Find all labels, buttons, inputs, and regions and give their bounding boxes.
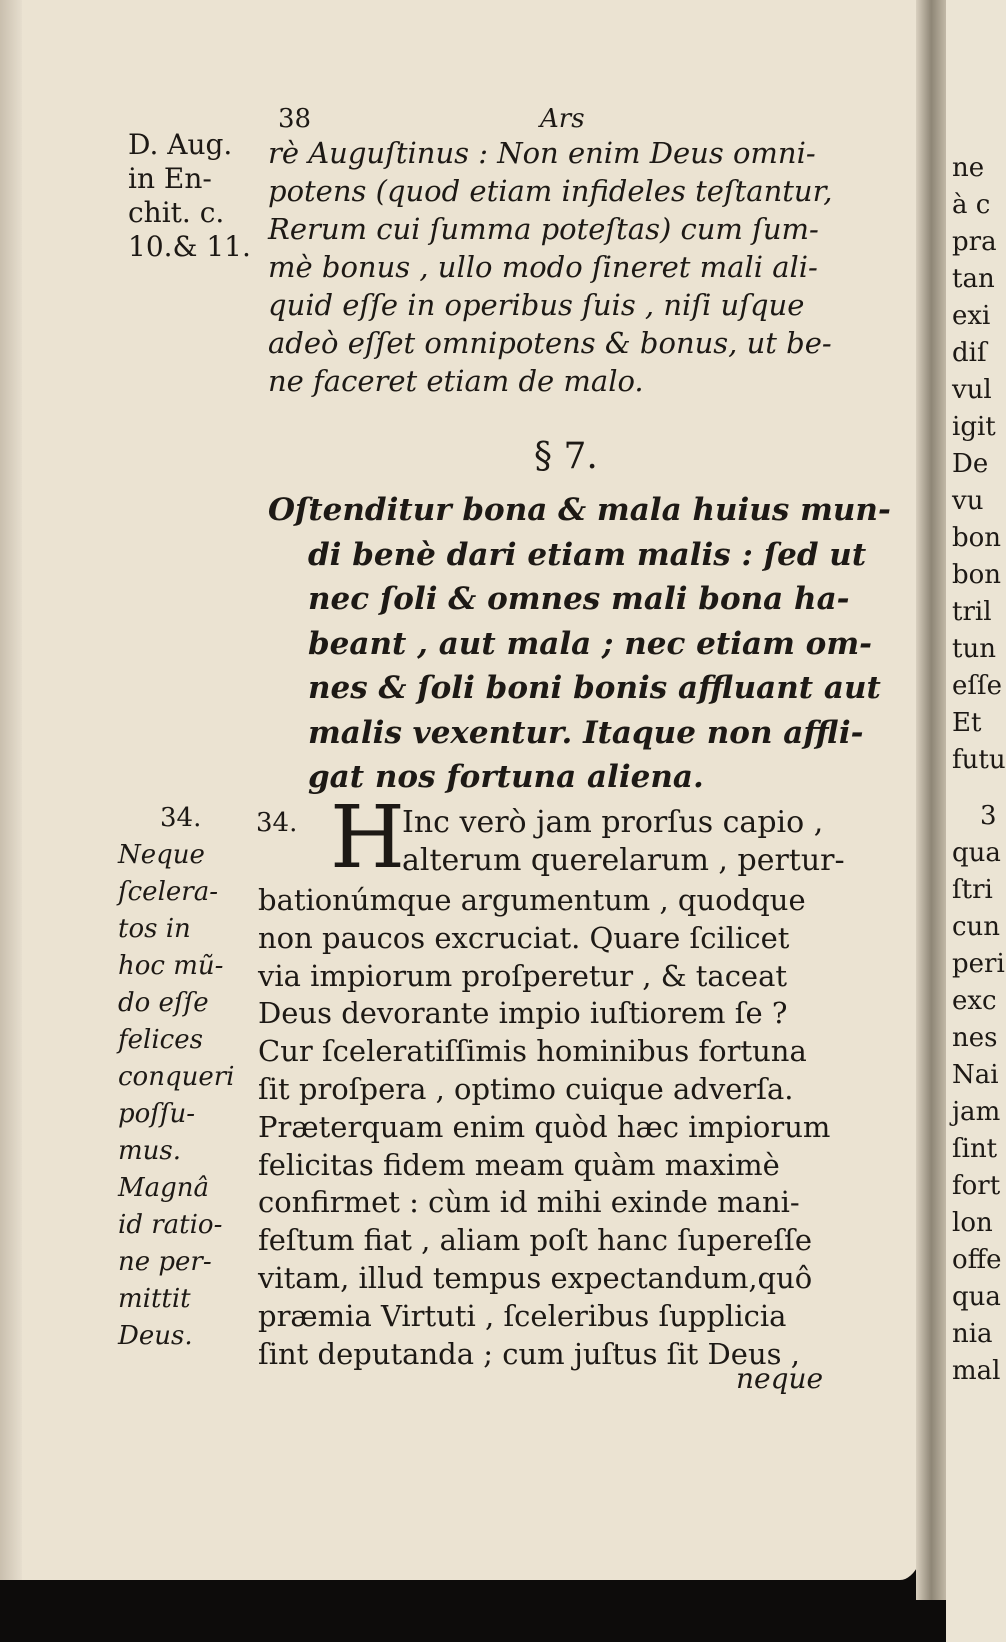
marginal-line: Magnâ xyxy=(118,1173,210,1203)
facing-line: Et xyxy=(952,708,982,738)
facing-line: tril xyxy=(952,597,992,627)
paragraph-line: bationúmque argumentum , quodque xyxy=(258,883,806,917)
summary-line: di benè dari etiam malis : ſed ut xyxy=(308,536,867,573)
facing-line: qua xyxy=(952,838,1001,868)
marginal-line: hoc mũ- xyxy=(118,951,224,981)
paragraph-line: confirmet : cùm id mihi exinde mani- xyxy=(258,1185,800,1220)
marginal-line: poſſu- xyxy=(118,1099,196,1129)
facing-line: à c xyxy=(952,190,991,220)
facing-line: 3 xyxy=(980,801,997,831)
paragraph-line: Inc verò jam prorſus capio , xyxy=(402,805,824,840)
paragraph-opening xyxy=(402,804,845,880)
marginal-line: ſcelera- xyxy=(118,877,218,907)
facing-line: qua xyxy=(952,1282,1001,1312)
facing-line: nes xyxy=(952,1023,998,1053)
marginal-line: felices xyxy=(118,1025,203,1055)
facing-line: cun xyxy=(952,912,1001,942)
paragraph-line: ſint deputanda ; cum juſtus ſit Deus , xyxy=(258,1336,800,1371)
page-edge xyxy=(0,0,22,1580)
marginal-line: mus. xyxy=(118,1136,182,1166)
paragraph-body xyxy=(258,882,830,1373)
page-number: 38 xyxy=(278,104,312,134)
marginal-line: tos in xyxy=(118,914,191,944)
facing-line: bon xyxy=(952,560,1002,590)
catchword: neque xyxy=(736,1362,824,1395)
quote-line: rè Auguſtinus : Non enim Deus omni- xyxy=(268,136,816,170)
facing-line: exc xyxy=(952,986,997,1016)
paragraph-line: Præterquam enim quòd hæc impiorum xyxy=(258,1109,831,1144)
section-heading: § 7. xyxy=(534,436,598,477)
quote-line: Rerum cui ſumma poteſtas) cum ſum- xyxy=(268,212,819,246)
facing-line: futu xyxy=(952,745,1006,775)
citation-margin-note xyxy=(128,128,251,264)
summary-line: gat nos fortuna aliena. xyxy=(308,759,704,795)
paragraph-line: vitam, illud tempus expectandum,quô xyxy=(258,1260,813,1295)
paragraph-line: via impiorum proſperetur , & taceat xyxy=(258,958,788,993)
paragraph-line: felicitas fidem meam quàm maximè xyxy=(258,1147,780,1182)
citation-line: D. Aug. xyxy=(128,128,233,161)
facing-line: pra xyxy=(952,227,997,257)
facing-line: igit xyxy=(952,412,996,442)
drop-capital: H xyxy=(330,788,405,888)
facing-line: peri xyxy=(952,949,1005,979)
facing-line: tan xyxy=(952,264,995,294)
marginal-line: ne per- xyxy=(118,1247,212,1277)
facing-line: nia xyxy=(952,1319,993,1349)
paragraph-line: ſit proſpera , optimo cuique adverſa. xyxy=(258,1071,794,1106)
paragraph-line: alterum querelarum , pertur- xyxy=(402,843,845,878)
paragraph-line: feſtum fiat , aliam poſt hanc ſupereſſe xyxy=(258,1223,812,1258)
marginal-line: id ratio- xyxy=(118,1210,223,1240)
paragraph-line: Cur ſceleratiſſimis hominibus fortuna xyxy=(258,1034,807,1069)
facing-line: exi xyxy=(952,301,991,331)
marginal-line: Deus. xyxy=(118,1321,193,1351)
citation-line: in En- xyxy=(128,162,212,195)
marginal-number: 34. xyxy=(160,803,202,833)
facing-line: vul xyxy=(952,375,992,405)
facing-line: diſ xyxy=(952,338,987,368)
quote-line: adeò eſſet omnipotens & bonus, ut be- xyxy=(268,326,832,360)
quote-line: ne faceret etiam de malo. xyxy=(268,364,644,398)
marginal-line: do eſſe xyxy=(118,988,209,1018)
facing-line: jam xyxy=(952,1097,1001,1127)
paragraph-line: non paucos excruciat. Quare ſcilicet xyxy=(258,920,790,955)
summary-line: Oſtenditur bona & mala huius mun- xyxy=(268,492,891,528)
quote-block xyxy=(268,134,832,400)
marginal-line: Neque xyxy=(118,840,205,870)
quote-line: quid eſſe in operibus ſuis , niſi uſque xyxy=(268,288,805,322)
summary-line: nes & ſoli boni bonis affluant aut xyxy=(308,670,881,706)
facing-line: bon xyxy=(952,523,1002,553)
book-gutter xyxy=(916,0,950,1600)
summary-line: malis vexentur. Itaque non affli- xyxy=(308,714,864,751)
running-title: Ars xyxy=(540,104,585,134)
facing-line: Nai xyxy=(952,1060,999,1090)
section-summary xyxy=(268,488,891,800)
summary-line: nec ſoli & omnes mali bona ha- xyxy=(308,581,850,617)
paragraph-number: 34. xyxy=(256,808,298,838)
facing-line: offe xyxy=(952,1245,1002,1275)
facing-line: De xyxy=(952,449,989,479)
quote-line: mè bonus , ullo modo ſineret mali ali- xyxy=(268,250,818,284)
summary-line: beant , aut mala ; nec etiam om- xyxy=(308,625,873,662)
quote-line: potens (quod etiam infideles teſtantur, xyxy=(268,174,833,208)
facing-line: mal xyxy=(952,1356,1001,1386)
paragraph-line: Deus devorante impio iuſtiorem ſe ? xyxy=(258,996,788,1031)
facing-line: eſſe xyxy=(952,671,1003,701)
facing-line: tun xyxy=(952,634,996,664)
facing-line: vu xyxy=(952,486,984,516)
facing-line: fort xyxy=(952,1171,1001,1201)
facing-page xyxy=(946,0,1006,1642)
facing-line: ſint xyxy=(952,1134,998,1164)
facing-text-top xyxy=(952,150,1006,779)
facing-text-bottom xyxy=(952,798,1005,1390)
facing-line: ſtri xyxy=(952,875,993,905)
citation-line: 10.& 11. xyxy=(128,230,251,263)
paragraph-line: præmia Virtuti , ſceleribus ſupplicia xyxy=(258,1298,787,1333)
marginal-summary xyxy=(118,800,234,1355)
marginal-line: mittit xyxy=(118,1284,191,1314)
facing-line: lon xyxy=(952,1208,993,1238)
marginal-line: conqueri xyxy=(118,1062,235,1092)
citation-line: chit. c. xyxy=(128,196,225,229)
facing-line: ne xyxy=(952,153,985,183)
